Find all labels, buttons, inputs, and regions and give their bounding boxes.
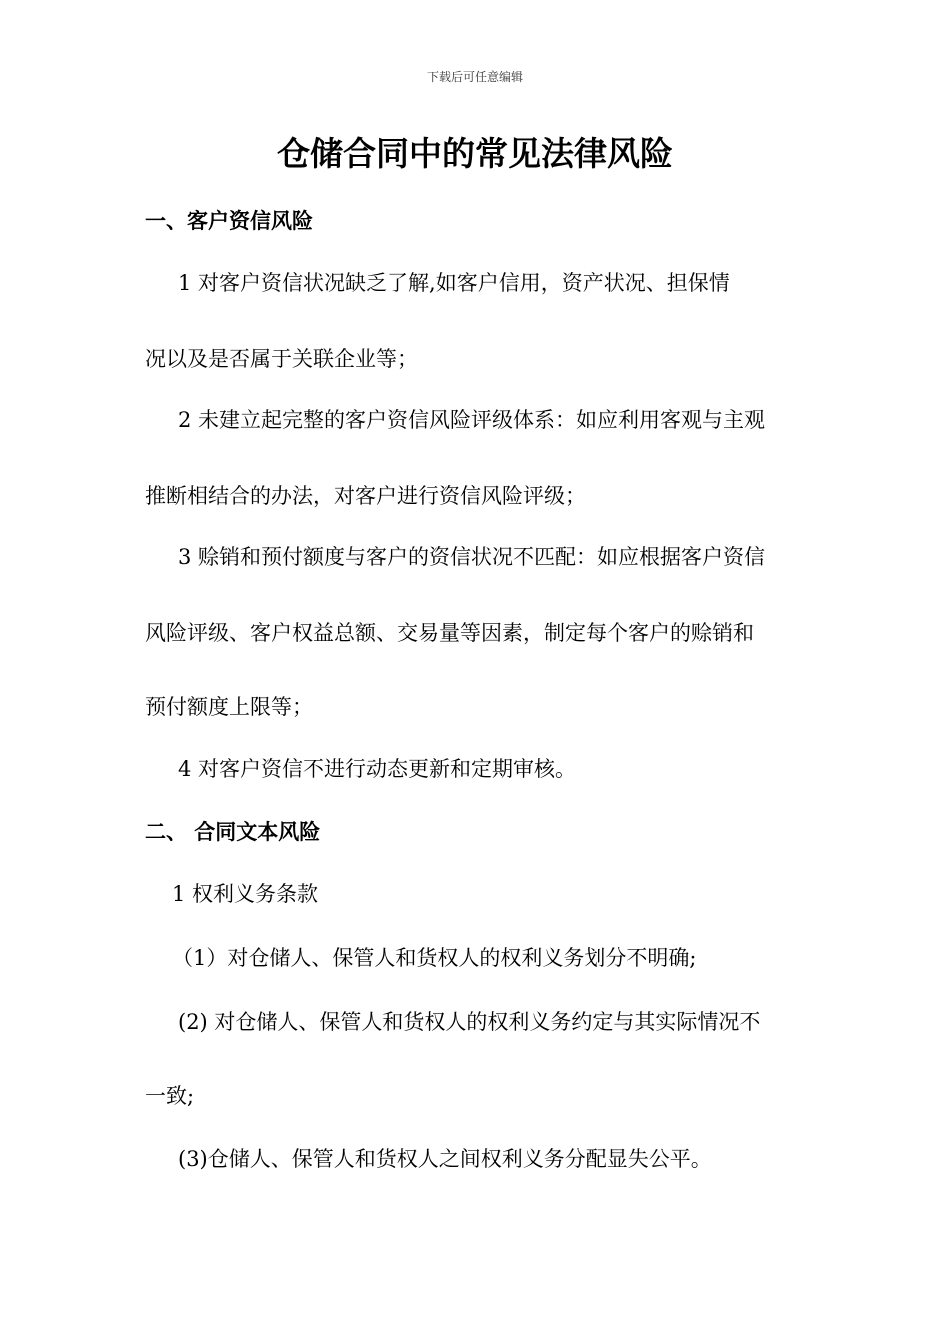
paragraph-line: 4 对客户资信不进行动态更新和定期审核。 [178, 757, 577, 781]
section-1-heading: 一、客户资信风险 [145, 209, 313, 233]
paragraph-line: 推断相结合的办法，对客户进行资信风险评级； [145, 484, 586, 508]
paragraph-line: 况以及是否属于关联企业等； [145, 347, 418, 371]
paragraph-line: 1 权利义务条款 [172, 882, 319, 906]
paragraph-line: （1）对仓储人、保管人和货权人的权利义务划分不明确; [172, 946, 697, 970]
paragraph-line: 1 对客户资信状况缺乏了解,如客户信用，资产状况、担保情 [178, 271, 730, 295]
paragraph-line: 2 未建立起完整的客户资信风险评级体系：如应利用客观与主观 [178, 408, 766, 432]
paragraph-line: (2) 对仓储人、保管人和货权人的权利义务约定与其实际情况不 [178, 1010, 761, 1034]
section-2-heading: 二、 合同文本风险 [145, 820, 321, 844]
paragraph-line: 一致; [145, 1084, 195, 1108]
paragraph-line: (3)仓储人、保管人和货权人之间权利义务分配显失公平。 [178, 1147, 712, 1171]
paragraph-line: 3 赊销和预付额度与客户的资信状况不匹配：如应根据客户资信 [178, 545, 766, 569]
document-title: 仓储合同中的常见法律风险 [277, 134, 673, 173]
paragraph-line: 预付额度上限等； [145, 695, 313, 719]
page-header-note: 下载后可任意编辑 [426, 70, 523, 84]
paragraph-line: 风险评级、客户权益总额、交易量等因素，制定每个客户的赊销和 [145, 621, 754, 645]
